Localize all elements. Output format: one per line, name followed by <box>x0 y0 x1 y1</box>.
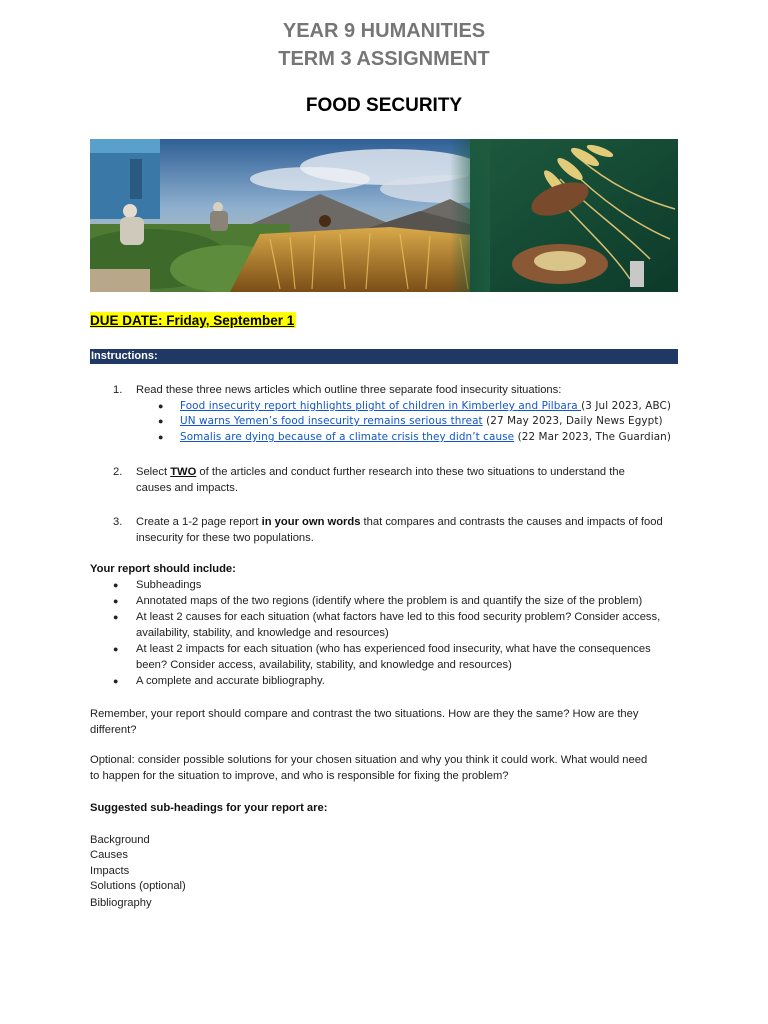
step-text-cont: causes and impacts. <box>136 482 238 494</box>
subheading-item: Causes <box>90 849 128 861</box>
due-date: DUE DATE: Friday, September 1 <box>90 313 295 328</box>
subheading-item: Impacts <box>90 865 130 877</box>
subheadings-heading: Suggested sub-headings for your report are: <box>90 802 328 814</box>
article-link[interactable]: UN warns Yemen’s food insecurity remains serious threat <box>180 415 483 427</box>
step-text-part: Create a 1-2 page report <box>136 516 262 528</box>
report-item: A complete and accurate bibliography. <box>136 675 325 687</box>
subheading-item: Background <box>90 834 150 846</box>
article-source: (22 Mar 2023, The Guardian) <box>514 431 672 443</box>
step-text <box>136 514 663 530</box>
step-number: 3. <box>113 516 123 528</box>
report-item: Annotated maps of the two regions (identify where the problem is and quantify the size of the problem) <box>136 595 643 607</box>
report-item: At least 2 causes for each situation (what factors have led to this food security problem? Consider access, <box>136 611 661 623</box>
report-item: Subheadings <box>136 579 202 591</box>
banner-image <box>90 139 678 292</box>
step-text <box>136 464 625 480</box>
article-item <box>180 429 671 445</box>
bullet-icon: ● <box>158 432 164 442</box>
bullet-icon: ● <box>113 580 119 590</box>
step-text-cont: insecurity for these two populations. <box>136 532 314 544</box>
report-heading: Your report should include: <box>90 563 236 575</box>
optional-text: Optional: consider possible solutions for your chosen situation and why you think it could work. What would need <box>90 754 648 766</box>
step-number: 1. <box>113 384 123 396</box>
report-item-cont: availability, stability, and knowledge and resources) <box>136 627 389 639</box>
bullet-icon: ● <box>158 416 164 426</box>
page-title: FOOD SECURITY <box>305 95 463 116</box>
optional-text-cont: to happen for the situation to improve, and who is responsible for fixing the problem? <box>90 770 509 782</box>
remember-text-cont: different? <box>90 724 137 736</box>
article-item <box>180 398 671 414</box>
step-text-part: Select <box>136 466 171 478</box>
course-title: YEAR 9 HUMANITIES <box>282 20 486 42</box>
step-text-part: that compares and contrasts the causes and impacts of food <box>360 516 663 528</box>
step-text-part: of the articles and conduct further research into these two situations to understand the <box>196 466 625 478</box>
bullet-icon: ● <box>113 612 119 622</box>
bullet-icon: ● <box>113 644 119 654</box>
bullet-icon: ● <box>113 676 119 686</box>
report-item: At least 2 impacts for each situation (who has experienced food insecurity, what have the consequences <box>136 643 651 655</box>
article-link[interactable]: Somalis are dying because of a climate crisis they didn’t cause <box>180 431 515 443</box>
article-source: (3 Jul 2023, ABC) <box>581 400 672 412</box>
assignment-title: TERM 3 ASSIGNMENT <box>278 48 490 70</box>
subheading-item: Solutions (optional) <box>90 880 186 892</box>
article-link[interactable]: Food insecurity report highlights plight of children in Kimberley and Pilbara <box>180 400 582 412</box>
report-item-cont: been? Consider access, availability, stability, and knowledge and resources) <box>136 659 512 671</box>
remember-text: Remember, your report should compare and contrast the two situations. How are they the same? How are they <box>90 708 639 720</box>
bullet-icon: ● <box>113 596 119 606</box>
bullet-icon: ● <box>158 401 164 411</box>
step-text: Read these three news articles which outline three separate food insecurity situations: <box>136 384 562 396</box>
article-item <box>180 413 663 429</box>
step-number: 2. <box>113 466 123 478</box>
instructions-heading: Instructions: <box>90 349 678 364</box>
article-source: (27 May 2023, Daily News Egypt) <box>482 415 663 427</box>
step-emphasis: in your own words <box>261 516 361 528</box>
subheading-item: Bibliography <box>90 897 152 909</box>
step-emphasis: TWO <box>170 466 197 478</box>
